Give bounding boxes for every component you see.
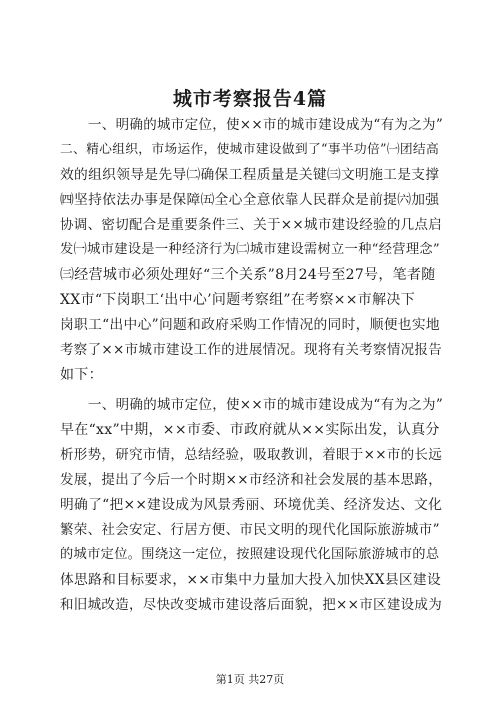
body-line: 发㈠城市建设是一种经济行为㈡城市建设需树立一种“经营理念” bbox=[60, 242, 441, 257]
body-line: 一、明确的城市定位，使××市的城市建设成为“有为之为” bbox=[88, 397, 444, 413]
body-line: 一、明确的城市定位，使××市的城市建设成为“有为之为” bbox=[88, 117, 444, 133]
body-line: 明确了“把××建设成为风景秀丽、环境优美、经济发达、文化 bbox=[60, 497, 443, 513]
body-line: 体思路和目标要求，××市集中力量加大投入加快XX县区建设 bbox=[60, 572, 442, 588]
body-line: XX市“下岗职工‘出中心’问题考察组”在考察××市解决下 bbox=[60, 292, 416, 308]
body-line: ㈣坚持依法办事是保障㈤全心全意依靠人民群众是前提㈥加强 bbox=[60, 192, 440, 208]
body-line: 考察了××市城市建设工作的进展情况。现将有关考察情况报告 bbox=[60, 342, 443, 358]
body-line: 析形势，研究市情，总结经验，吸取教训，着眼于××市的长远 bbox=[60, 447, 443, 463]
page-footer: 第1页 共27页 bbox=[215, 673, 285, 686]
body-line: 的城市定位。围绕这一定位，按照建设现代化国际旅游城市的总 bbox=[60, 547, 440, 562]
body-line: 效的组织领导是先导㈡确保工程质量是关键㈢文明施工是支撑 bbox=[60, 167, 440, 183]
body-line: 岗职工“出中心”问题和政府采购工作情况的同时，顺便也实地 bbox=[60, 317, 440, 333]
body-line: 协调、密切配合是重要条件三、关于××城市建设经验的几点启 bbox=[60, 217, 443, 233]
body-line: 繁荣、社会安定、行居方便、市民文明的现代化国际旅游城市” bbox=[60, 522, 440, 538]
body-line: 和旧城改造，尽快改变城市建设落后面貌，把××市区建设成为 bbox=[60, 597, 443, 613]
document-title: 城市考察报告4篇 bbox=[172, 88, 328, 110]
body-line: 如下： bbox=[60, 367, 103, 383]
body-line: 发展，提出了今后一个时期××市经济和社会发展的基本思路， bbox=[60, 472, 443, 488]
body-line: ㈢经营城市必须处理好“三个关系”8月24号至27号，笔者随 bbox=[60, 267, 436, 283]
body-line: 早在“xx”中期，××市委、市政府就从××实际出发，认真分 bbox=[60, 422, 440, 438]
body-line: 二、精心组织，市场运作，使城市建设做到了“事半功倍”㈠团结高 bbox=[60, 142, 440, 157]
